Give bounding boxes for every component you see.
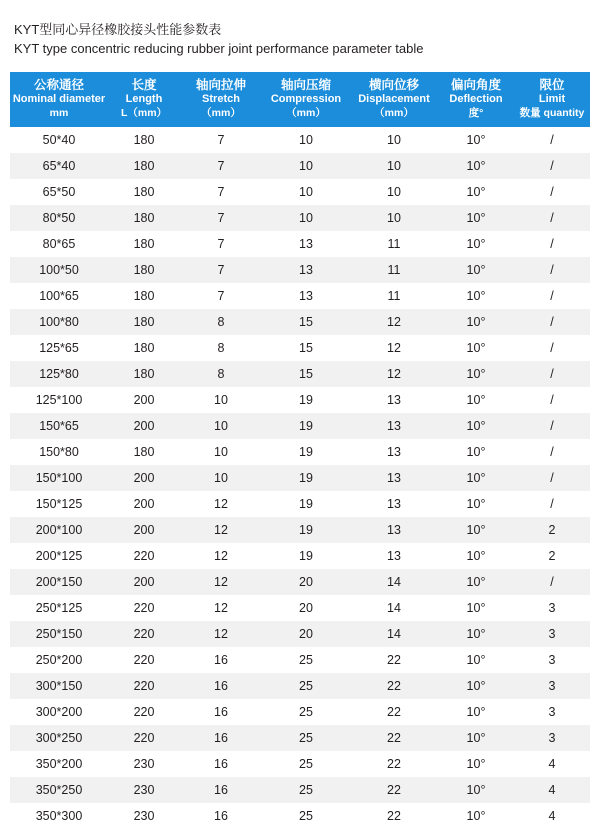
table-cell: 7 xyxy=(180,205,262,231)
table-row xyxy=(10,777,590,803)
table-cell: 8 xyxy=(180,335,262,361)
table-cell: 7 xyxy=(180,257,262,283)
table-cell: 180 xyxy=(108,127,180,153)
table-cell: 10° xyxy=(438,231,514,257)
table-cell: 14 xyxy=(350,595,438,621)
table-cell: 22 xyxy=(350,725,438,751)
column-header-cn: 限位 xyxy=(539,78,565,92)
table-cell: 180 xyxy=(108,153,180,179)
table-cell: 13 xyxy=(350,465,438,491)
table-cell: 200*125 xyxy=(10,543,108,569)
column-header-compression xyxy=(262,72,350,127)
table-cell: 19 xyxy=(262,387,350,413)
table-row xyxy=(10,205,590,231)
table-cell: 200 xyxy=(108,465,180,491)
table-cell: / xyxy=(514,335,590,361)
table-cell: 10° xyxy=(438,543,514,569)
table-cell: 20 xyxy=(262,569,350,595)
table-cell: 25 xyxy=(262,751,350,777)
table-row xyxy=(10,257,590,283)
table-row xyxy=(10,699,590,725)
table-cell: 13 xyxy=(350,439,438,465)
table-cell: 250*150 xyxy=(10,621,108,647)
table-cell: 180 xyxy=(108,361,180,387)
table-cell: 25 xyxy=(262,699,350,725)
table-cell: 100*65 xyxy=(10,283,108,309)
table-cell: 250*125 xyxy=(10,595,108,621)
table-cell: 25 xyxy=(262,725,350,751)
table-cell: 65*40 xyxy=(10,153,108,179)
table-cell: 10 xyxy=(350,153,438,179)
table-cell: / xyxy=(514,257,590,283)
table-cell: / xyxy=(514,387,590,413)
table-cell: 12 xyxy=(180,621,262,647)
table-row xyxy=(10,725,590,751)
table-cell: 2 xyxy=(514,543,590,569)
table-cell: 10 xyxy=(262,127,350,153)
table-row xyxy=(10,751,590,777)
table-cell: 3 xyxy=(514,647,590,673)
table-cell: 16 xyxy=(180,725,262,751)
column-header-cn: 轴向拉伸 xyxy=(195,78,246,92)
table-cell: 20 xyxy=(262,621,350,647)
table-cell: 16 xyxy=(180,647,262,673)
table-cell: 3 xyxy=(514,673,590,699)
table-cell: 10° xyxy=(438,179,514,205)
table-cell: 22 xyxy=(350,673,438,699)
table-row xyxy=(10,231,590,257)
table-cell: 200*150 xyxy=(10,569,108,595)
title-block xyxy=(10,20,590,58)
table-cell: 19 xyxy=(262,517,350,543)
table-cell: 16 xyxy=(180,699,262,725)
table-cell: 7 xyxy=(180,179,262,205)
table-cell: 10° xyxy=(438,751,514,777)
column-header-nominal-diameter xyxy=(10,72,108,127)
table-cell: 12 xyxy=(180,543,262,569)
page-title-chinese: KYT型同心异径橡胶接头性能参数表 xyxy=(14,22,222,37)
table-cell: / xyxy=(514,361,590,387)
table-cell: 50*40 xyxy=(10,127,108,153)
table-cell: 4 xyxy=(514,803,590,829)
table-cell: 12 xyxy=(350,309,438,335)
table-cell: 14 xyxy=(350,569,438,595)
table-cell: 22 xyxy=(350,777,438,803)
table-cell: / xyxy=(514,309,590,335)
table-cell: 13 xyxy=(350,413,438,439)
table-row xyxy=(10,595,590,621)
table-cell: 25 xyxy=(262,777,350,803)
table-header xyxy=(10,72,590,127)
table-cell: 150*65 xyxy=(10,413,108,439)
table-cell: 3 xyxy=(514,699,590,725)
table-cell: 10° xyxy=(438,647,514,673)
table-cell: 10° xyxy=(438,413,514,439)
table-row xyxy=(10,621,590,647)
table-cell: 220 xyxy=(108,725,180,751)
table-row xyxy=(10,127,590,153)
table-cell: 12 xyxy=(180,517,262,543)
table-cell: 10 xyxy=(350,179,438,205)
table-cell: 12 xyxy=(350,335,438,361)
table-cell: 125*65 xyxy=(10,335,108,361)
table-cell: 15 xyxy=(262,335,350,361)
table-cell: / xyxy=(514,283,590,309)
table-cell: 180 xyxy=(108,257,180,283)
table-cell: 10° xyxy=(438,153,514,179)
table-cell: 13 xyxy=(350,387,438,413)
table-cell: 250*200 xyxy=(10,647,108,673)
table-cell: 300*150 xyxy=(10,673,108,699)
table-row xyxy=(10,517,590,543)
table-cell: 220 xyxy=(108,621,180,647)
table-cell: 2 xyxy=(514,517,590,543)
table-cell: 230 xyxy=(108,751,180,777)
table-cell: 4 xyxy=(514,777,590,803)
table-cell: 4 xyxy=(514,751,590,777)
table-cell: / xyxy=(514,491,590,517)
table-cell: 350*200 xyxy=(10,751,108,777)
table-cell: / xyxy=(514,413,590,439)
table-cell: 10° xyxy=(438,621,514,647)
table-cell: 12 xyxy=(180,595,262,621)
table-cell: 200 xyxy=(108,517,180,543)
table-cell: 7 xyxy=(180,153,262,179)
table-cell: 10 xyxy=(180,387,262,413)
column-header-cn: 长度 xyxy=(131,78,157,92)
table-cell: / xyxy=(514,153,590,179)
table-row xyxy=(10,543,590,569)
table-cell: 220 xyxy=(108,647,180,673)
column-header-en: Length xyxy=(125,93,163,105)
table-cell: 10° xyxy=(438,673,514,699)
table-cell: 13 xyxy=(262,283,350,309)
table-cell: 7 xyxy=(180,283,262,309)
column-header-cn: 偏向角度 xyxy=(450,78,501,92)
table-cell: 22 xyxy=(350,803,438,829)
table-cell: 16 xyxy=(180,751,262,777)
table-cell: / xyxy=(514,465,590,491)
table-cell: 10° xyxy=(438,725,514,751)
table-row xyxy=(10,309,590,335)
table-cell: 13 xyxy=(350,543,438,569)
page-title-english: KYT type concentric reducing rubber joint performance parameter table xyxy=(14,41,424,56)
table-cell: 10° xyxy=(438,439,514,465)
column-header-en: Nominal diameter xyxy=(12,93,106,105)
column-header-en: Limit xyxy=(538,93,566,105)
table-cell: 10° xyxy=(438,205,514,231)
column-header-unit: mm xyxy=(49,107,69,119)
table-cell: 180 xyxy=(108,283,180,309)
column-header-displacement xyxy=(350,72,438,127)
table-cell: 25 xyxy=(262,647,350,673)
table-cell: 10 xyxy=(180,413,262,439)
table-cell: 20 xyxy=(262,595,350,621)
table-cell: 300*250 xyxy=(10,725,108,751)
table-cell: 10° xyxy=(438,595,514,621)
table-cell: 8 xyxy=(180,361,262,387)
table-row xyxy=(10,803,590,829)
table-row xyxy=(10,413,590,439)
table-cell: / xyxy=(514,179,590,205)
table-cell: 16 xyxy=(180,777,262,803)
table-row xyxy=(10,647,590,673)
table-row xyxy=(10,335,590,361)
table-cell: 16 xyxy=(180,673,262,699)
table-cell: 180 xyxy=(108,309,180,335)
table-cell: 13 xyxy=(262,257,350,283)
table-cell: 220 xyxy=(108,595,180,621)
table-cell: 3 xyxy=(514,621,590,647)
table-cell: 180 xyxy=(108,439,180,465)
column-header-en: Compression xyxy=(270,93,342,105)
column-header-cn: 轴向压缩 xyxy=(280,78,331,92)
table-cell: 65*50 xyxy=(10,179,108,205)
table-cell: 80*65 xyxy=(10,231,108,257)
parameter-table xyxy=(10,72,590,829)
table-cell: 230 xyxy=(108,803,180,829)
table-cell: 10 xyxy=(262,205,350,231)
table-cell: 220 xyxy=(108,543,180,569)
table-cell: 19 xyxy=(262,413,350,439)
table-cell: 200 xyxy=(108,413,180,439)
table-cell: 10° xyxy=(438,569,514,595)
table-cell: 10° xyxy=(438,491,514,517)
table-cell: 150*100 xyxy=(10,465,108,491)
table-cell: 10° xyxy=(438,777,514,803)
table-cell: 150*80 xyxy=(10,439,108,465)
table-cell: 10 xyxy=(180,439,262,465)
column-header-unit: （mm） xyxy=(201,107,241,119)
table-cell: 10° xyxy=(438,803,514,829)
table-row xyxy=(10,465,590,491)
table-cell: 10° xyxy=(438,335,514,361)
column-header-cn: 公称通径 xyxy=(33,78,84,92)
table-cell: 3 xyxy=(514,595,590,621)
table-cell: 7 xyxy=(180,231,262,257)
table-cell: 22 xyxy=(350,699,438,725)
table-cell: 125*100 xyxy=(10,387,108,413)
table-cell: 22 xyxy=(350,751,438,777)
table-cell: 19 xyxy=(262,491,350,517)
table-cell: 10° xyxy=(438,257,514,283)
column-header-unit: （mm） xyxy=(374,107,414,119)
table-cell: / xyxy=(514,569,590,595)
table-cell: 12 xyxy=(180,491,262,517)
column-header-unit: 数量 quantity xyxy=(519,107,585,119)
table-row xyxy=(10,491,590,517)
table-cell: 7 xyxy=(180,127,262,153)
column-header-stretch xyxy=(180,72,262,127)
table-cell: 3 xyxy=(514,725,590,751)
table-cell: 10° xyxy=(438,699,514,725)
table-row xyxy=(10,569,590,595)
table-cell: 150*125 xyxy=(10,491,108,517)
column-header-en: Displacement xyxy=(358,93,430,105)
table-cell: 10° xyxy=(438,517,514,543)
table-cell: 12 xyxy=(350,361,438,387)
table-cell: 15 xyxy=(262,309,350,335)
table-cell: 11 xyxy=(350,257,438,283)
table-cell: 19 xyxy=(262,439,350,465)
table-cell: 15 xyxy=(262,361,350,387)
table-row xyxy=(10,361,590,387)
table-cell: 300*200 xyxy=(10,699,108,725)
table-cell: 10 xyxy=(180,465,262,491)
table-cell: 10° xyxy=(438,309,514,335)
table-cell: 10° xyxy=(438,283,514,309)
table-cell: 220 xyxy=(108,699,180,725)
table-cell: 350*300 xyxy=(10,803,108,829)
column-header-deflection xyxy=(438,72,514,127)
table-cell: 80*50 xyxy=(10,205,108,231)
table-cell: 200 xyxy=(108,491,180,517)
table-cell: 16 xyxy=(180,803,262,829)
table-cell: / xyxy=(514,439,590,465)
table-cell: 180 xyxy=(108,179,180,205)
table-cell: 200*100 xyxy=(10,517,108,543)
column-header-length xyxy=(108,72,180,127)
table-cell: 25 xyxy=(262,803,350,829)
table-cell: / xyxy=(514,205,590,231)
table-cell: 19 xyxy=(262,465,350,491)
column-header-en: Deflection xyxy=(449,93,503,105)
table-header-row xyxy=(10,72,590,127)
table-cell: 180 xyxy=(108,335,180,361)
column-header-en: Stretch xyxy=(202,93,240,105)
table-cell: 10° xyxy=(438,387,514,413)
table-row xyxy=(10,439,590,465)
table-cell: 10 xyxy=(350,127,438,153)
table-cell: 25 xyxy=(262,673,350,699)
table-cell: 8 xyxy=(180,309,262,335)
table-cell: 350*250 xyxy=(10,777,108,803)
table-cell: 13 xyxy=(350,517,438,543)
table-row xyxy=(10,179,590,205)
table-row xyxy=(10,673,590,699)
table-cell: 125*80 xyxy=(10,361,108,387)
table-cell: 100*80 xyxy=(10,309,108,335)
column-header-unit: （mm） xyxy=(286,107,326,119)
table-row xyxy=(10,153,590,179)
table-cell: 14 xyxy=(350,621,438,647)
table-cell: 100*50 xyxy=(10,257,108,283)
column-header-unit: L（mm） xyxy=(120,107,168,119)
table-body xyxy=(10,127,590,829)
table-cell: 180 xyxy=(108,205,180,231)
table-cell: 10° xyxy=(438,361,514,387)
table-cell: 10 xyxy=(262,153,350,179)
table-row xyxy=(10,283,590,309)
table-cell: 200 xyxy=(108,569,180,595)
table-cell: 10 xyxy=(262,179,350,205)
table-cell: 12 xyxy=(180,569,262,595)
column-header-cn: 横向位移 xyxy=(368,78,419,92)
column-header-unit: 度° xyxy=(468,107,484,119)
table-row xyxy=(10,387,590,413)
table-cell: 13 xyxy=(350,491,438,517)
table-cell: 200 xyxy=(108,387,180,413)
table-cell: 220 xyxy=(108,673,180,699)
table-cell: 13 xyxy=(262,231,350,257)
table-cell: 19 xyxy=(262,543,350,569)
table-cell: / xyxy=(514,231,590,257)
table-cell: 230 xyxy=(108,777,180,803)
table-cell: 10° xyxy=(438,127,514,153)
table-cell: 22 xyxy=(350,647,438,673)
table-cell: 11 xyxy=(350,283,438,309)
table-cell: 10° xyxy=(438,465,514,491)
table-cell: 10 xyxy=(350,205,438,231)
table-cell: / xyxy=(514,127,590,153)
table-cell: 11 xyxy=(350,231,438,257)
table-cell: 180 xyxy=(108,231,180,257)
column-header-limit xyxy=(514,72,590,127)
